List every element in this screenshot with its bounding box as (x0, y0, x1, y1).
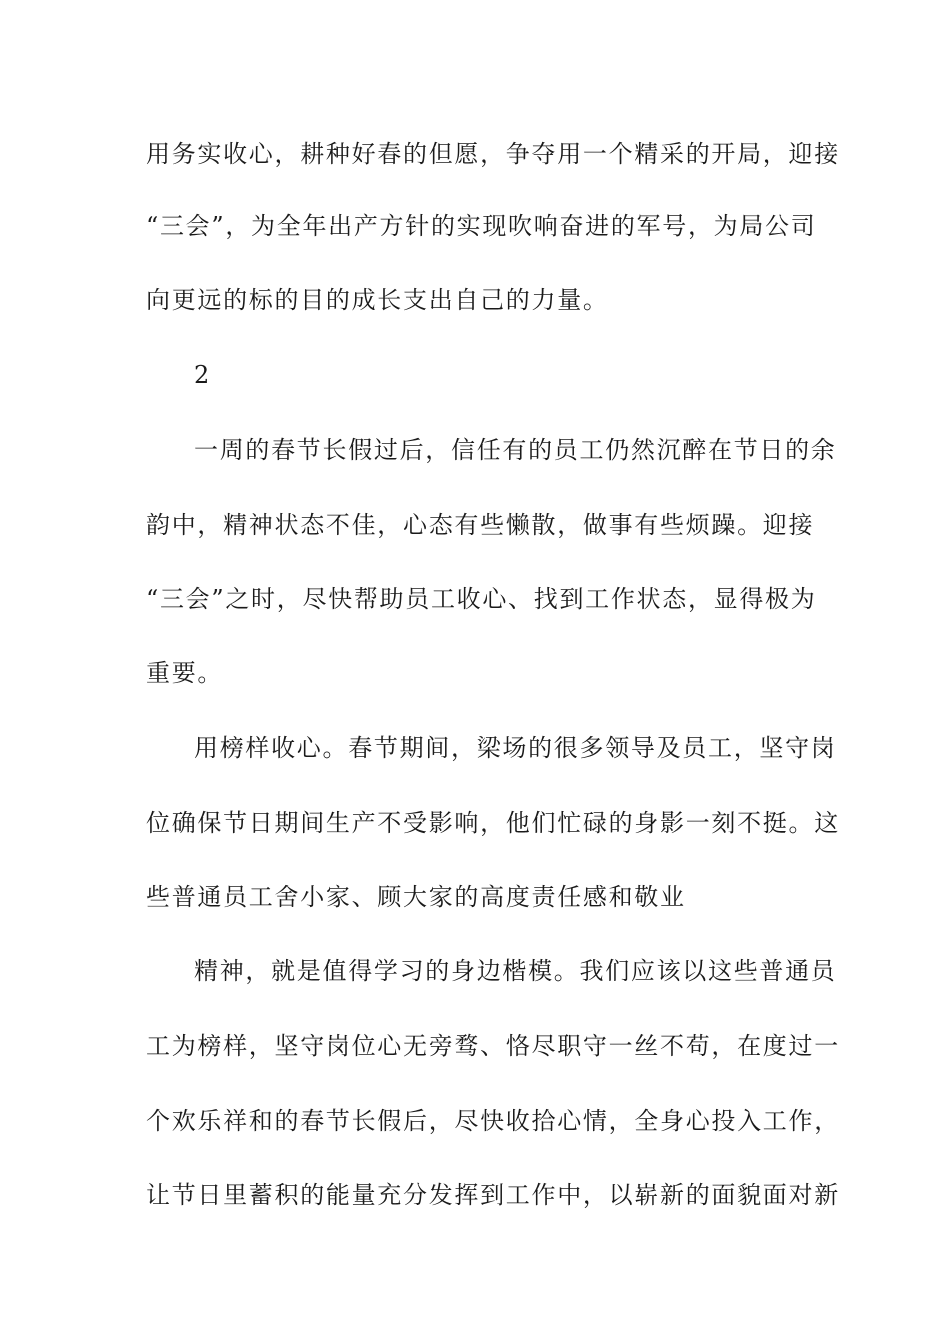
paragraph-line: 韵中，精神状态不佳，心态有些懒散，做事有些烦躁。迎接 (146, 511, 815, 539)
paragraph-line: “三会”之时，尽快帮助员工收心、找到工作状态，显得极为 (146, 585, 817, 613)
paragraph-line: 用榜样收心。春节期间，梁场的很多领导及员工，坚守岗 (194, 734, 837, 762)
paragraph-line: 一周的春节长假过后，信任有的员工仍然沉醉在节日的余 (194, 436, 837, 464)
paragraph-line: 用务实收心，耕种好春的但愿，争夺用一个精采的开局，迎接 (146, 140, 840, 168)
paragraph-line: 些普通员工舍小家、顾大家的高度责任感和敬业 (146, 883, 686, 911)
section-number: 2 (194, 361, 211, 389)
paragraph-line: 让节日里蓄积的能量充分发挥到工作中，以崭新的面貌面对新 (146, 1181, 840, 1209)
paragraph-line: 个欢乐祥和的春节长假后，尽快收拾心情，全身心投入工作， (146, 1107, 840, 1135)
paragraph-line: 精神，就是值得学习的身边楷模。我们应该以这些普通员 (194, 957, 837, 985)
paragraph-line: 重要。 (146, 659, 224, 687)
paragraph-line: 工为榜样，坚守岗位心无旁骛、恪尽职守一丝不苟，在度过一 (146, 1032, 840, 1060)
paragraph-line: 向更远的标的目的成长支出自己的力量。 (146, 286, 609, 314)
paragraph-line: 位确保节日期间生产不受影响，他们忙碌的身影一刻不挺。这 (146, 809, 840, 837)
paragraph-line: “三会”，为全年出产方针的实现吹响奋进的军号，为局公司 (146, 212, 817, 240)
